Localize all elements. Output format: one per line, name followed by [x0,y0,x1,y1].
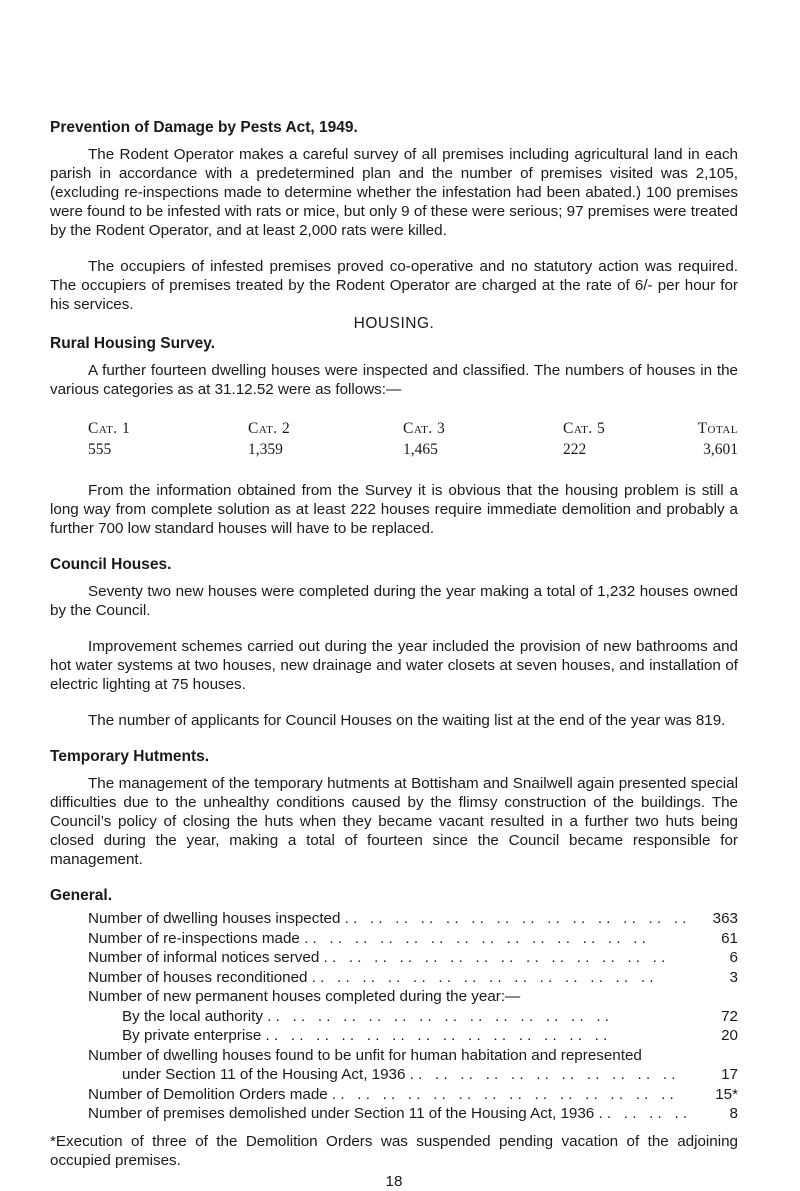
stat-label: By private enterprise . . [50,1026,688,1046]
hutments-heading: Temporary Hutments. [50,748,210,765]
stat-label: Number of dwelling houses inspected . . [50,909,688,929]
category-header: Total [697,420,738,437]
stat-value: 15* [715,1085,738,1103]
stat-value: 17 [721,1066,738,1083]
category-value-row [50,439,738,460]
stat-value: 6 [729,949,738,966]
council-paragraph-2: Improvement schemes carried out during the year included the provision of new bathrooms and hot water systems at two houses, new drainage and water closets at seven houses, and installation of electric lighting at 75 houses. [50,638,738,693]
council-paragraph-3: The number of applicants for Council Houses on the waiting list at the end of the year was 819. [88,712,726,729]
list-item [50,1007,738,1027]
category-value: 1,465 [403,441,438,458]
category-header-row [50,418,738,439]
hutments-paragraph: The management of the temporary hutments at Bottisham and Snailwell again presented special difficulties due to the unhealthy conditions caused by the flimsy construction of the buildings. The Council’s policy of closing the huts when they became vacant resulted in a further two huts being closed during the year, making a total of fourteen since the Council became responsible for management. [50,775,738,868]
council-paragraph-1: Seventy two new houses were completed during the year making a total of 1,232 houses owned by the Council. [50,583,738,619]
stat-label: Number of re-inspections made . . [50,929,688,949]
stat-label: Number of premises demolished under Section 11 of the Housing Act, 1936 . . [50,1104,688,1124]
pests-paragraph-2: The occupiers of infested premises proved co-operative and no statutory action was required. The occupiers of premises treated by the Rodent Operator are charged at the rate of 6/- per hour for his services. [50,258,738,313]
list-item [50,968,738,988]
list-item [50,987,738,1007]
general-heading: General. [50,887,113,904]
stat-label: By the local authority . . [50,1007,688,1027]
category-header: Cat. 2 [248,420,291,437]
category-table [50,418,738,460]
rural-housing-heading: Rural Housing Survey. [50,335,216,352]
stat-label: Number of dwelling houses found to be unfit for human habitation and represented [88,1046,642,1064]
category-value: 1,359 [248,441,283,458]
rural-housing-paragraph: A further fourteen dwelling houses were inspected and classified. The numbers of houses in the various categories as at 31.12.52 were as follows:— [50,362,738,398]
list-item [50,1104,738,1124]
stat-value: 20 [721,1027,738,1044]
housing-heading: HOUSING. [353,315,435,332]
stat-value: 72 [721,1007,738,1025]
general-stats-list [50,909,738,1124]
stat-value: 363 [712,910,738,927]
pests-heading: Prevention of Damage by Pests Act, 1949. [50,119,358,136]
list-item [50,948,738,968]
list-item [50,1026,738,1046]
list-item [50,1046,738,1066]
category-header: Cat. 3 [403,420,446,437]
list-item [50,1085,738,1105]
stat-value: 8 [729,1105,738,1122]
list-item [50,929,738,949]
category-value: 3,601 [703,441,738,458]
stat-label: Number of houses reconditioned . . [50,968,688,988]
category-value: 555 [88,441,112,458]
stat-value: 61 [721,929,738,947]
category-header: Cat. 1 [88,420,131,437]
stat-value: 3 [729,968,738,986]
pests-paragraph-1: The Rodent Operator makes a careful survey of all premises including agricultural land in each parish in accordance with a predetermined plan and the number of premises visited was 2,105, (excluding re-inspections made to determine whether the infestation had been abated.) 100 premises were found to be infested with rats or mice, but only 9 of these were serious; 97 premises were treated by the Rodent Operator, and at least 2,000 rats were killed. [50,146,739,239]
page-number: 18 [385,1172,403,1190]
stat-label: Number of Demolition Orders made . . [50,1085,688,1105]
list-item [50,909,738,929]
council-houses-heading: Council Houses. [50,556,172,573]
stat-label: under Section 11 of the Housing Act, 1936 . . [50,1065,688,1085]
list-item [50,1065,738,1085]
category-header: Cat. 5 [563,420,606,437]
stat-label: Number of new permanent houses completed during the year:— [88,988,521,1005]
category-value: 222 [563,441,587,458]
survey-paragraph: From the information obtained from the Survey it is obvious that the housing problem is still a long way from complete solution as at least 222 houses require immediate demolition and probably a further 700 low standard houses will have to be replaced. [50,482,738,537]
stat-label: Number of informal notices served . . [50,948,688,968]
demolition-footnote: *Execution of three of the Demolition Orders was suspended pending vacation of the adjoining occupied premises. [50,1132,738,1169]
